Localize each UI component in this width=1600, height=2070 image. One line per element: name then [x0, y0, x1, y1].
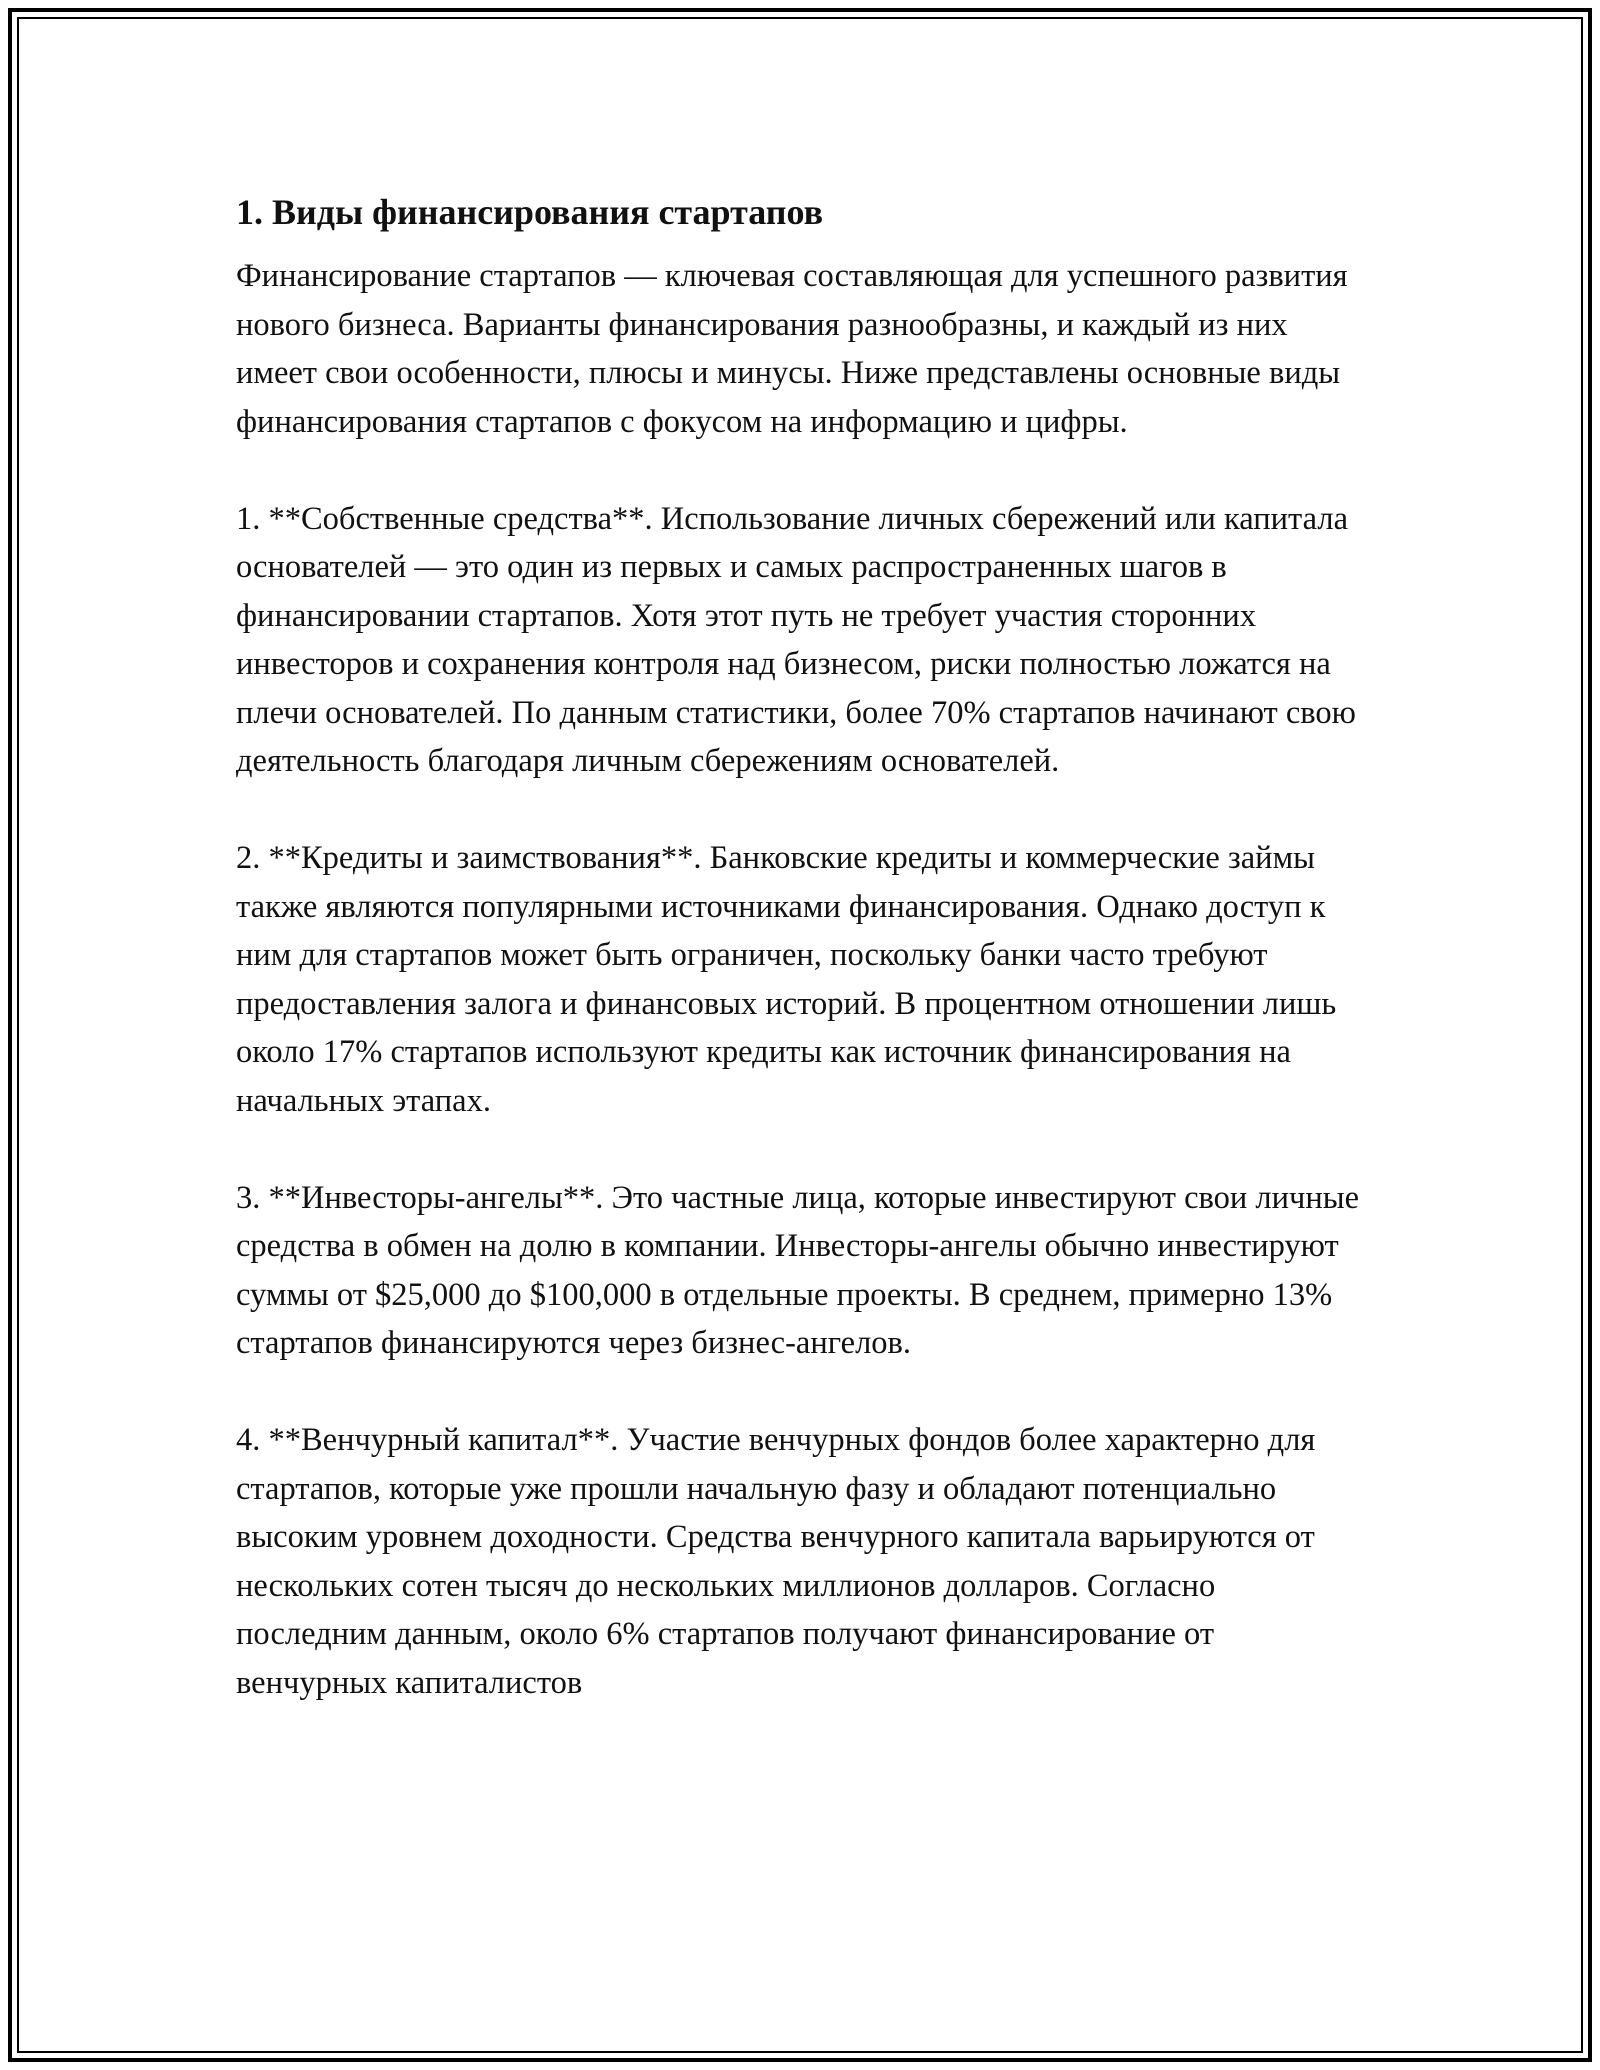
paragraph-venture-capital: 4. **Венчурный капитал**. Участие венчурных фондов более характерно для стартапов, которые уже прошли начальную фазу и обладают потенциально высоким уровнем доходности. Средства венчурного капитала варьируются от нескольких сотен тысяч до нескольких миллионов долларов. Согласно последним данным, около 6% стартапов получают финансирование от венчурных капиталистов [236, 1422, 1316, 1701]
paragraph-loans: 2. **Кредиты и заимствования**. Банковские кредиты и коммерческие займы также являются популярными источниками финансирования. Однако доступ к ним для стартапов может быть ограничен, поскольку банки часто требуют предоставления залога и финансовых историй. В процентном отношении лишь около 17% стартапов используют кредиты как источник финансирования на начальных этапах. [236, 840, 1337, 1119]
paragraph-own-funds: 1. **Собственные средства**. Использование личных сбережений или капитала основателей — это один из первых и самых распространенных шагов в финансировании стартапов. Хотя этот путь не требует участия сторонних инвесторов и сохранения контроля над бизнесом, риски полностью ложатся на плечи основателей. По данным статистики, более 70% стартапов начинают свою деятельность благодаря личным сбережениям основателей. [236, 500, 1356, 779]
paragraph-angel-investors: 3. **Инвесторы-ангелы**. Это частные лица, которые инвестируют свои личные средства в обмен на долю в компании. Инвесторы-ангелы обычно инвестируют суммы от $25,000 до $100,000 в отдельные проекты. В среднем, примерно 13% стартапов финансируются через бизнес-ангелов. [236, 1179, 1360, 1361]
intro-paragraph: Финансирование стартапов — ключевая составляющая для успешного развития нового бизнеса. Варианты финансирования разнообразны, и каждый из них имеет свои особенности, плюсы и минусы. Ниже представлены основные виды финансирования стартапов с фокусом на информацию и цифры. [236, 258, 1348, 440]
document-body [236, 186, 1366, 1756]
section-heading: 1. Виды финансирования стартапов [236, 192, 824, 232]
